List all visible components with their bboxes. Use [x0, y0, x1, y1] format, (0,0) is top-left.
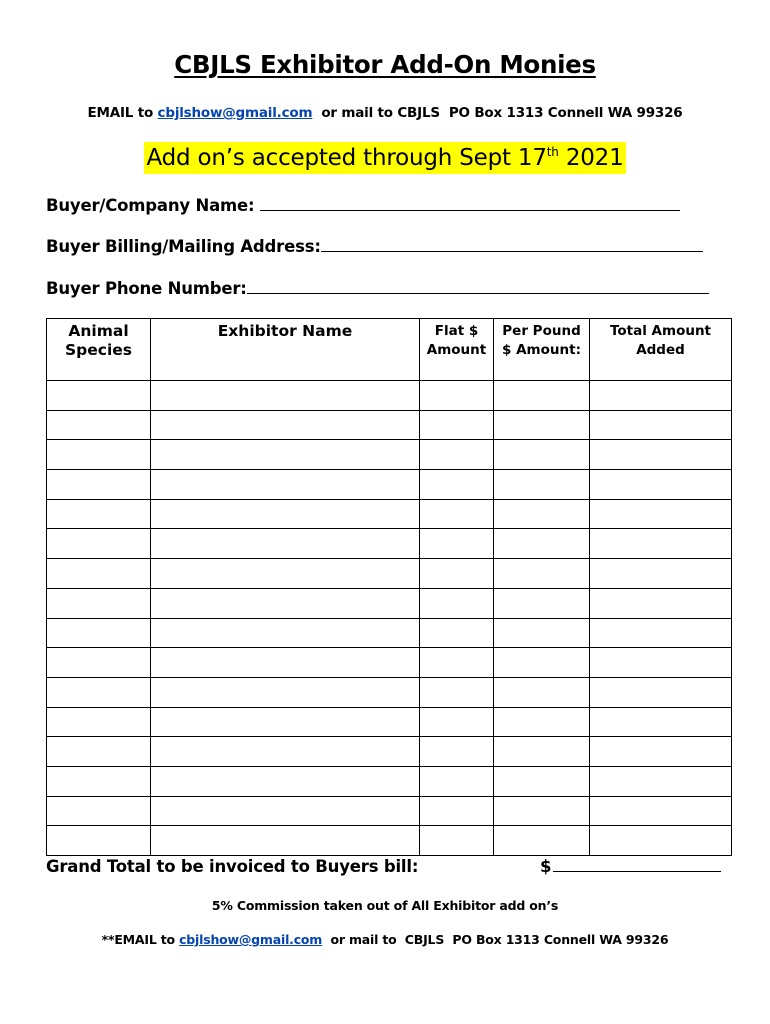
cell-per-pound[interactable]: [494, 677, 590, 707]
footer-prefix: **EMAIL to: [101, 932, 180, 947]
header-per-pound-line2: $ Amount:: [502, 342, 581, 358]
billing-address-field: [46, 237, 703, 256]
cell-exhibitor-name[interactable]: [151, 796, 420, 826]
deadline-highlight: [144, 142, 625, 174]
cell-animal-species[interactable]: [47, 381, 151, 411]
deadline-text: Add on’s accepted through Sept 17: [146, 145, 547, 171]
cell-total-amount[interactable]: [590, 766, 732, 796]
cell-exhibitor-name[interactable]: [151, 470, 420, 500]
cell-exhibitor-name[interactable]: [151, 766, 420, 796]
deadline-banner: [0, 142, 770, 174]
cell-per-pound[interactable]: [494, 707, 590, 737]
header-exhibitor-name-text: Exhibitor Name: [217, 322, 353, 340]
add-on-table: [46, 318, 732, 856]
cell-total-amount[interactable]: [590, 648, 732, 678]
cell-per-pound[interactable]: [494, 826, 590, 856]
cell-exhibitor-name[interactable]: [151, 559, 420, 589]
page-title: [0, 50, 770, 79]
cell-per-pound[interactable]: [494, 529, 590, 559]
cell-flat-amount[interactable]: [420, 410, 494, 440]
cell-per-pound[interactable]: [494, 410, 590, 440]
header-animal-species-line1: Animal: [68, 322, 129, 340]
deadline-year: 2021: [558, 145, 624, 171]
cell-total-amount[interactable]: [590, 707, 732, 737]
cell-per-pound[interactable]: [494, 796, 590, 826]
cell-animal-species[interactable]: [47, 826, 151, 856]
cell-animal-species[interactable]: [47, 648, 151, 678]
table-row: [47, 737, 732, 767]
header-total-amount: [590, 319, 732, 381]
cell-animal-species[interactable]: [47, 677, 151, 707]
cell-exhibitor-name[interactable]: [151, 588, 420, 618]
buyer-company-label: Buyer/Company Name:: [46, 196, 255, 215]
table-row: [47, 559, 732, 589]
table-row: [47, 470, 732, 500]
phone-field: [46, 279, 709, 298]
cell-exhibitor-name[interactable]: [151, 737, 420, 767]
cell-exhibitor-name[interactable]: [151, 440, 420, 470]
footer-contact-line: [0, 932, 770, 947]
page-title-text: CBJLS Exhibitor Add-On Monies: [174, 50, 596, 79]
header-per-pound-line1: Per Pound: [502, 323, 581, 339]
cell-flat-amount[interactable]: [420, 766, 494, 796]
table-row: [47, 707, 732, 737]
header-total-amount-line2: Added: [636, 342, 685, 358]
cell-exhibitor-name[interactable]: [151, 707, 420, 737]
header-animal-species: [47, 319, 151, 381]
cell-total-amount[interactable]: [590, 826, 732, 856]
cell-exhibitor-name[interactable]: [151, 410, 420, 440]
header-exhibitor-name: [151, 319, 420, 381]
contact-mail-address: or mail to CBJLS PO Box 1313 Connell WA 99326: [312, 105, 683, 121]
table-row: [47, 588, 732, 618]
cell-flat-amount[interactable]: [420, 499, 494, 529]
contact-prefix: EMAIL to: [87, 105, 158, 121]
cell-animal-species[interactable]: [47, 737, 151, 767]
header-total-amount-line1: Total Amount: [609, 323, 712, 339]
deadline-ordinal: th: [546, 145, 559, 159]
cell-animal-species[interactable]: [47, 618, 151, 648]
cell-flat-amount[interactable]: [420, 381, 494, 411]
cell-flat-amount[interactable]: [420, 796, 494, 826]
buyer-company-field: [46, 196, 680, 215]
cell-animal-species[interactable]: [47, 470, 151, 500]
table-header-row: [47, 319, 732, 381]
cell-animal-species[interactable]: [47, 559, 151, 589]
cell-per-pound[interactable]: [494, 470, 590, 500]
cell-animal-species[interactable]: [47, 410, 151, 440]
cell-animal-species[interactable]: [47, 499, 151, 529]
billing-address-input-line[interactable]: [321, 237, 703, 252]
grand-total-label: Grand Total to be invoiced to Buyers bill:: [46, 857, 419, 876]
cell-animal-species[interactable]: [47, 440, 151, 470]
table-row: [47, 381, 732, 411]
cell-flat-amount[interactable]: [420, 440, 494, 470]
cell-per-pound[interactable]: [494, 440, 590, 470]
buyer-company-input-line[interactable]: [260, 196, 680, 211]
grand-total-currency: $: [540, 857, 552, 876]
cell-per-pound[interactable]: [494, 381, 590, 411]
cell-exhibitor-name[interactable]: [151, 677, 420, 707]
cell-per-pound[interactable]: [494, 737, 590, 767]
cell-animal-species[interactable]: [47, 766, 151, 796]
table-row: [47, 826, 732, 856]
cell-total-amount[interactable]: [590, 529, 732, 559]
header-per-pound: [494, 319, 590, 381]
cell-total-amount[interactable]: [590, 677, 732, 707]
header-flat-amount-line1: Flat $: [434, 323, 479, 339]
phone-input-line[interactable]: [247, 279, 709, 294]
cell-per-pound[interactable]: [494, 499, 590, 529]
cell-exhibitor-name[interactable]: [151, 648, 420, 678]
cell-total-amount[interactable]: [590, 381, 732, 411]
cell-flat-amount[interactable]: [420, 470, 494, 500]
cell-per-pound[interactable]: [494, 648, 590, 678]
cell-flat-amount[interactable]: [420, 529, 494, 559]
table-row: [47, 677, 732, 707]
table-row: [47, 618, 732, 648]
contact-line: [0, 105, 770, 121]
cell-exhibitor-name[interactable]: [151, 499, 420, 529]
table-row: [47, 410, 732, 440]
cell-flat-amount[interactable]: [420, 559, 494, 589]
cell-animal-species[interactable]: [47, 588, 151, 618]
cell-per-pound[interactable]: [494, 559, 590, 589]
table-row: [47, 766, 732, 796]
table-row: [47, 529, 732, 559]
table-body: [47, 381, 732, 856]
header-flat-amount-line2: Amount: [426, 342, 487, 358]
cell-per-pound[interactable]: [494, 766, 590, 796]
cell-exhibitor-name[interactable]: [151, 618, 420, 648]
cell-per-pound[interactable]: [494, 588, 590, 618]
cell-exhibitor-name[interactable]: [151, 826, 420, 856]
cell-total-amount[interactable]: [590, 410, 732, 440]
cell-flat-amount[interactable]: [420, 826, 494, 856]
cell-per-pound[interactable]: [494, 618, 590, 648]
cell-flat-amount[interactable]: [420, 737, 494, 767]
cell-total-amount[interactable]: [590, 796, 732, 826]
cell-animal-species[interactable]: [47, 796, 151, 826]
phone-label: Buyer Phone Number:: [46, 279, 247, 298]
cell-animal-species[interactable]: [47, 707, 151, 737]
cell-total-amount[interactable]: [590, 470, 732, 500]
header-animal-species-line2: Species: [64, 341, 132, 359]
table-row: [47, 796, 732, 826]
table-row: [47, 499, 732, 529]
cell-flat-amount[interactable]: [420, 648, 494, 678]
header-flat-amount: [420, 319, 494, 381]
cell-total-amount[interactable]: [590, 440, 732, 470]
cell-total-amount[interactable]: [590, 499, 732, 529]
footer-mail-address: or mail to CBJLS PO Box 1313 Connell WA 99326: [322, 932, 669, 947]
cell-flat-amount[interactable]: [420, 707, 494, 737]
cell-total-amount[interactable]: [590, 737, 732, 767]
cell-exhibitor-name[interactable]: [151, 529, 420, 559]
commission-note: 5% Commission taken out of All Exhibitor add on’s: [211, 898, 559, 913]
table-row: [47, 648, 732, 678]
cell-flat-amount[interactable]: [420, 588, 494, 618]
grand-total-amount: [540, 857, 721, 876]
footer-email-link[interactable]: cbjlshow@gmail.com: [179, 932, 323, 947]
table-row: [47, 440, 732, 470]
cell-total-amount[interactable]: [590, 559, 732, 589]
billing-address-label: Buyer Billing/Mailing Address:: [46, 237, 321, 256]
cell-flat-amount[interactable]: [420, 677, 494, 707]
cell-total-amount[interactable]: [590, 618, 732, 648]
cell-total-amount[interactable]: [590, 588, 732, 618]
cell-animal-species[interactable]: [47, 529, 151, 559]
grand-total-input-line[interactable]: [553, 857, 721, 872]
contact-email-link[interactable]: cbjlshow@gmail.com: [157, 105, 313, 121]
cell-exhibitor-name[interactable]: [151, 381, 420, 411]
cell-flat-amount[interactable]: [420, 618, 494, 648]
